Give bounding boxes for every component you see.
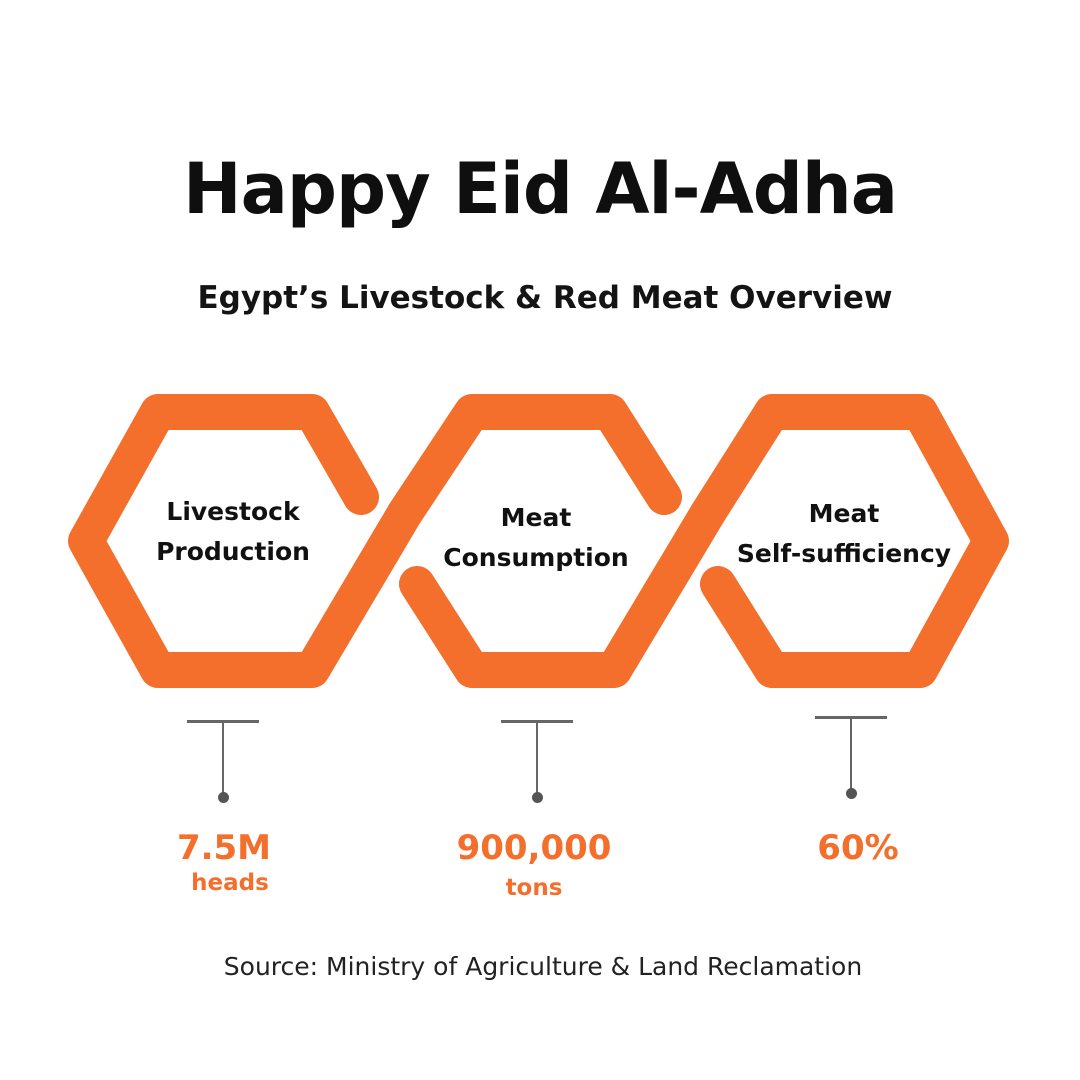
hex-label-line2: Self-sufficiency: [736, 539, 952, 568]
hex-label-line2: Production: [156, 537, 310, 566]
hex-label-line1: Livestock: [166, 497, 300, 526]
page-subtitle: Egypt’s Livestock & Red Meat Overview: [197, 280, 893, 316]
hex-label-line1: Meat: [808, 499, 880, 528]
stat-unit-livestock: heads: [191, 870, 269, 896]
connector-dot: [218, 792, 229, 803]
hex-label-livestock-production: [113, 492, 353, 572]
hex-label-line2: Consumption: [443, 543, 629, 572]
stat-value-self-sufficiency: 60%: [817, 828, 899, 868]
stat-value-consumption: 900,000: [456, 828, 612, 868]
connector-line: [536, 722, 538, 797]
hex-label-line1: Meat: [500, 503, 572, 532]
connector-line: [222, 722, 224, 797]
page-title: Happy Eid Al-Adha: [183, 148, 897, 230]
source-note: Source: Ministry of Agriculture & Land Reclamation: [223, 952, 863, 981]
connector-line: [850, 718, 852, 793]
stat-unit-consumption: tons: [505, 875, 563, 901]
connector-dot: [532, 792, 543, 803]
stat-value-livestock: 7.5M: [176, 828, 272, 868]
hex-label-meat-consumption: [416, 498, 656, 578]
hex-label-meat-self-sufficiency: [724, 494, 964, 574]
connector-dot: [846, 788, 857, 799]
